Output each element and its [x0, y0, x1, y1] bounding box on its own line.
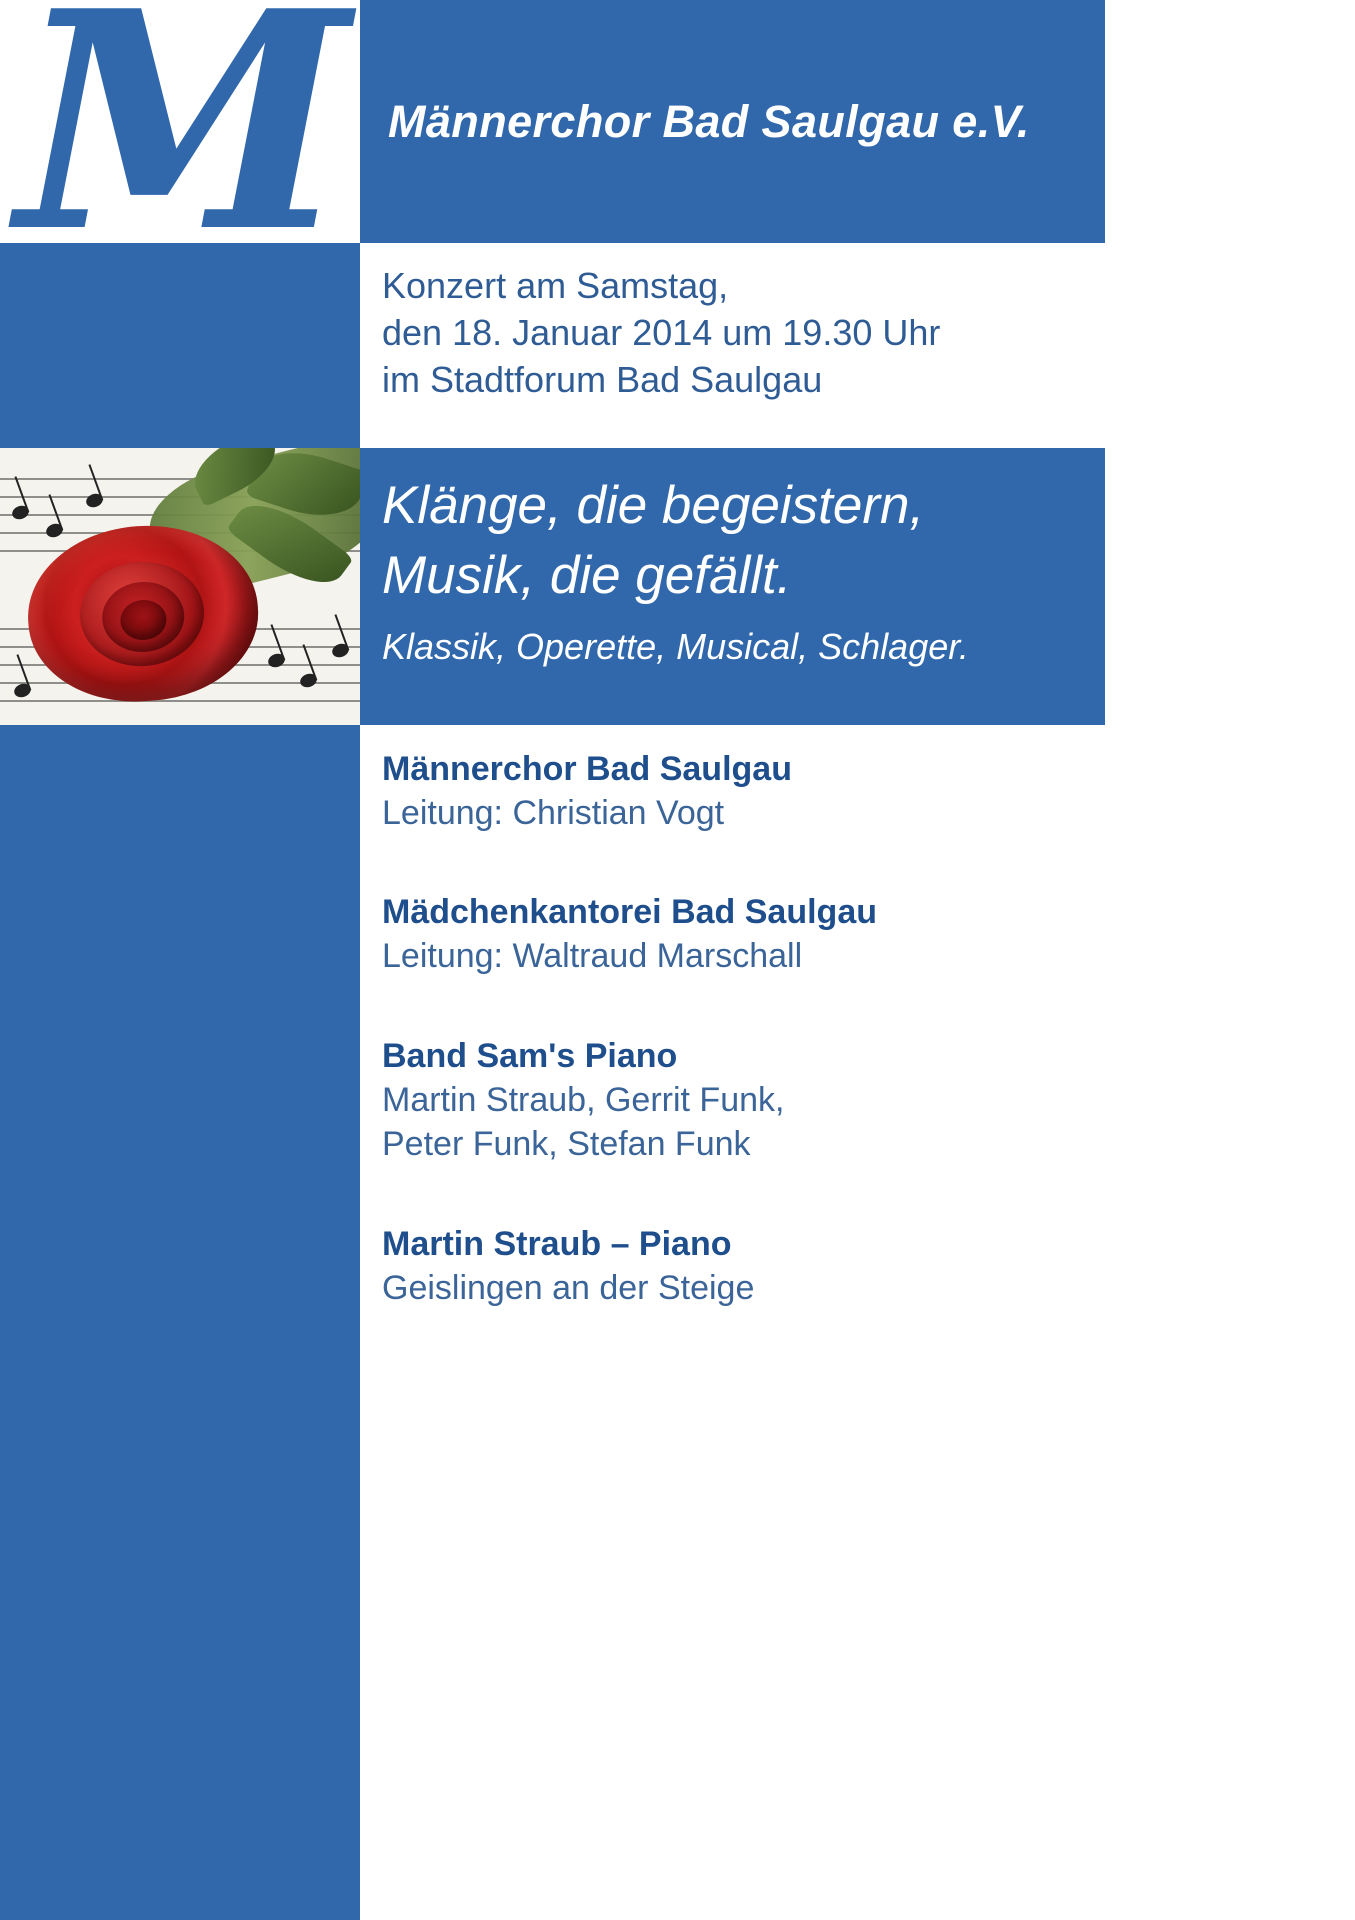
performer-detail-line-2: Peter Funk, Stefan Funk — [382, 1125, 751, 1163]
music-note-icon — [298, 671, 318, 689]
music-note-icon — [84, 491, 104, 509]
music-note-icon — [12, 681, 32, 699]
concert-date-line-1: Konzert am Samstag, — [382, 265, 729, 306]
header-bar — [360, 0, 1105, 243]
left-blue-column — [0, 0, 360, 1920]
performer-entry — [382, 1225, 754, 1310]
rose-sheetmusic-image — [0, 448, 360, 725]
header-right-margin — [1105, 0, 1355, 243]
music-note-icon — [10, 503, 30, 521]
music-note-icon — [44, 521, 64, 539]
performer-detail-line-1: Martin Straub, Gerrit Funk, — [382, 1081, 785, 1119]
performer-detail: Geislingen an der Steige — [382, 1269, 755, 1307]
performer-entry — [382, 750, 792, 835]
music-note-icon — [266, 651, 286, 669]
performer-name: Band Sam's Piano — [382, 1037, 678, 1075]
slogan-line-1: Klänge, die begeistern, — [382, 476, 925, 535]
slogan-banner — [360, 448, 1105, 725]
page-title: Männerchor Bad Saulgau e.V. — [388, 96, 1030, 147]
slogan-right-margin — [1105, 448, 1355, 725]
concert-date-block — [360, 243, 1355, 448]
performer-name: Männerchor Bad Saulgau — [382, 750, 792, 788]
slogan-line-2: Musik, die gefällt. — [382, 546, 792, 605]
performers-list — [360, 725, 1355, 1920]
performer-name: Mädchenkantorei Bad Saulgau — [382, 893, 877, 931]
performer-name: Martin Straub – Piano — [382, 1225, 732, 1263]
performer-detail: Leitung: Christian Vogt — [382, 794, 725, 832]
performer-detail: Leitung: Waltraud Marschall — [382, 937, 803, 975]
performer-entry — [382, 893, 877, 978]
concert-venue-line: im Stadtforum Bad Saulgau — [382, 359, 823, 400]
monogram-m-icon: M — [16, 0, 344, 243]
genres-line: Klassik, Operette, Musical, Schlager. — [382, 626, 969, 667]
performer-entry — [382, 1037, 784, 1166]
logo-box — [0, 0, 360, 243]
concert-date-line-2: den 18. Januar 2014 um 19.30 Uhr — [382, 312, 941, 353]
music-note-icon — [330, 641, 350, 659]
